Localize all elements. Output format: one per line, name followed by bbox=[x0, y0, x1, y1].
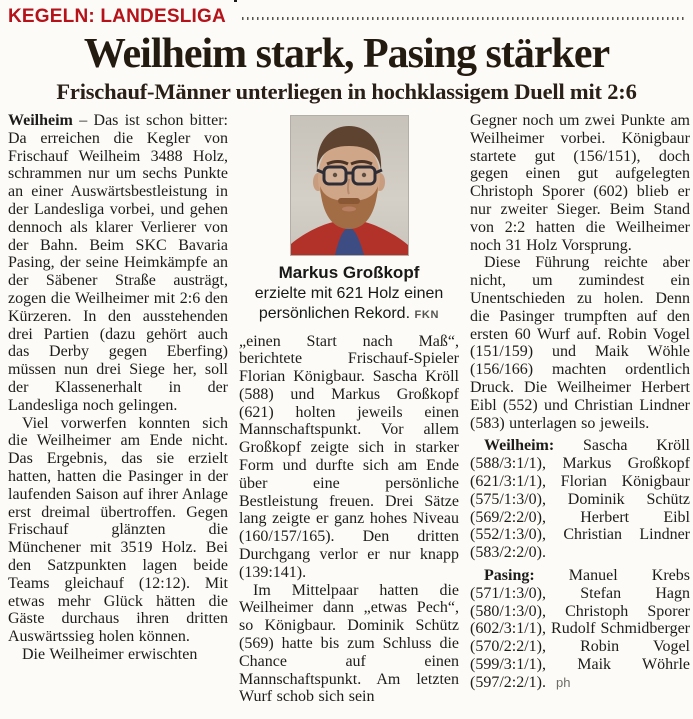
photo-credit: FKN bbox=[414, 309, 440, 321]
portrait-photo-drawing bbox=[291, 116, 408, 255]
paragraph: Diese Führung reichte aber nicht, um zumindest ein Unentschieden zu holen. Denn die Pasinger trumpften auf den ersten 60 Wurf auf. Robin Vogel (151/159) und Maik Wöhle (156/166) machten ordentlich Druck. Die Weilheimer Herbert Eibl (552) und Christian Lindner (583) unterlagen so jeweils. bbox=[470, 254, 690, 432]
article-columns bbox=[0, 112, 693, 706]
paragraph-fragment: Im Mittelpaar hatten die Weilheimer dann „etwas Pech“, so Königbaur. Dominik Schütz (569) hatte bis zum Schluss die Chance auf einen Mannschaftspunkt. Am letzten Wurf schob sich sein bbox=[239, 581, 459, 706]
roster-weilheim-players: Sascha Kröll (588/3:1/1), Markus Großkopf (621/3:1/1), Florian Königbaur (575/1:3/0), Dominik Schütz (569/2:2/0), Herbert Eibl (552/1:3/0), Christian Lindner (583/2:2/0). bbox=[470, 437, 690, 562]
photo-caption bbox=[239, 263, 459, 326]
paragraph: Viel vorwerfen konnten sich die Weilheimer am Ende nicht. Das Ergebnis, das sie erzielt hatten, hatten die Pasinger in der laufenden Saison auf ihrer Anlage erst dreimal übertroffen. Gegen Frischauf glänzten die Münchener mit 3519 Holz. Bei den Satzpunkten lagen beide Teams gleichauf (12:12). Mit etwas mehr Glück hätten die Gäste durchaus ihren dritten Auswärtssieg holen können. bbox=[8, 414, 228, 646]
roster-weilheim-label: Weilheim: bbox=[484, 437, 555, 455]
paragraph-dateline bbox=[8, 112, 228, 415]
dateline-city: Weilheim bbox=[8, 112, 73, 129]
dotted-rule bbox=[242, 17, 687, 20]
caption-name: Markus Großkopf bbox=[278, 263, 420, 282]
caption-text-body: erzielte mit 621 Holz einen persönlichen Rekord. bbox=[254, 284, 444, 322]
roster-weilheim bbox=[470, 437, 690, 562]
paragraph-fragment: „einen Start nach Maß“, berichtete Frischauf-Spieler Florian Königbaur. Sascha Kröll (588) und Markus Großkopf (621) holten jeweils einen Mannschaftspunkt. Vor allem Großkopf zeigte sich in starker Form und durfte sich am Ende über eine persönliche Bestleistung freuen. Drei Sätze lang zeigte er ganz hohes Niveau (160/157/165). Den dritten Durchgang verlor er nur knapp (139:141). bbox=[239, 332, 459, 581]
roster-pasing bbox=[470, 567, 690, 692]
column-tick-mark bbox=[234, 0, 237, 2]
subheadline: Frischauf-Männer unterliegen in hochklassigem Duell mit 2:6 bbox=[56, 79, 637, 104]
portrait-figure bbox=[239, 115, 459, 326]
column-1 bbox=[8, 112, 228, 706]
author-initials: ph bbox=[556, 674, 571, 690]
column-3 bbox=[470, 112, 690, 706]
paragraph-fragment: Die Weilheimer erwischten bbox=[22, 645, 198, 663]
paragraph-fragment: Gegner noch um zwei Punkte am Weilheimer vorbei. Königbaur startete gut (156/151), doch gegen einen gut aufgelegten Christoph Sporer (602) blieb er nur zweiter Sieger. Beim Stand von 2:2 hatten die Weilheimer noch 31 Holz Vorsprung. bbox=[470, 112, 690, 254]
roster-pasing-players: Manuel Krebs (571/1:3/0), Stefan Hagn (580/1:3/0), Christoph Sporer (602/3:1/1), Rudolf Schmidberger (570/2:2/1), Robin Vogel (599/3:1/1), Maik Wöhrle (597/2:2/1). bbox=[470, 566, 690, 691]
caption-text bbox=[241, 284, 457, 326]
paragraph-text: – Das ist schon bitter: Da erreichen die Kegler von Frischauf Weilheim 3488 Holz, schrammen nur um sechs Punkte an einer Auswärtsbestleistung in der Landesliga vorbei, und gehen dennoch als klarer Verlierer von der Bahn. Beim SKC Bavaria Pasing, der seine Heimkämpfe an der Säbener Straße austrägt, zogen die Weilheimer mit 2:6 den Kürzeren. In den ausstehenden drei Partien (dazu gehört auch das Derby gegen Eberfing) müssen nun drei Siege her, soll der Klassenerhalt in der Landesliga noch gelingen. bbox=[8, 112, 228, 414]
portrait-photo bbox=[290, 115, 409, 256]
column-2 bbox=[239, 112, 459, 706]
kicker-row bbox=[0, 0, 693, 27]
roster-pasing-label: Pasing: bbox=[484, 566, 535, 584]
section-kicker: KEGELN: LANDESLIGA bbox=[8, 6, 226, 27]
headline: Weilheim stark, Pasing stärker bbox=[83, 31, 610, 77]
